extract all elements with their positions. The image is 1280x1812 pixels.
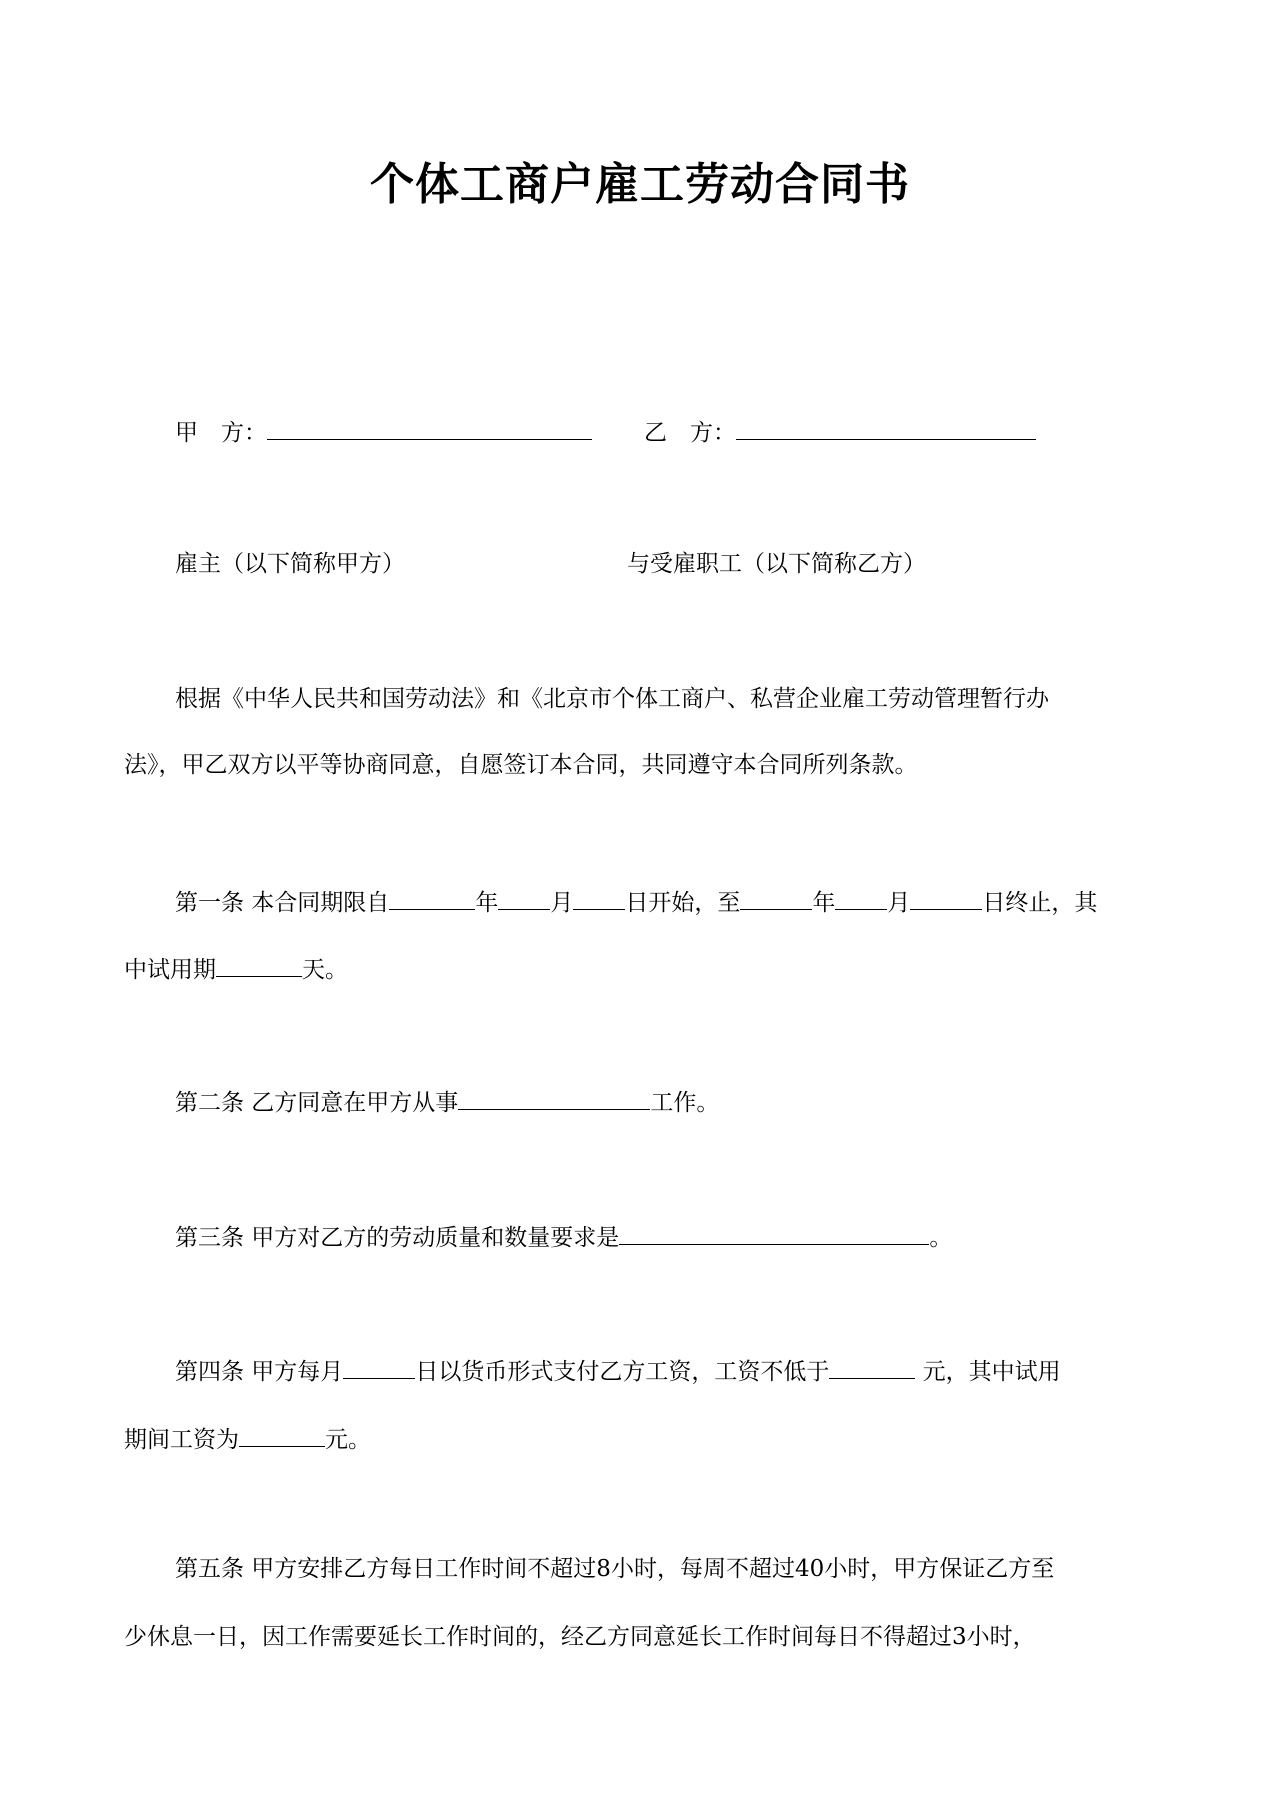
article-5-line-1: 第五条 甲方安排乙方每日工作时间不超过8小时，每周不超过40小时，甲方保证乙方至 bbox=[175, 1556, 1055, 1582]
preamble-line-1: 根据《中华人民共和国劳动法》和《北京市个体工商户、私营企业雇工劳动管理暂行办 bbox=[175, 686, 1049, 712]
article-1-line-2 bbox=[124, 950, 348, 986]
article-1-line-1 bbox=[175, 883, 1097, 919]
month-label-2: 月 bbox=[887, 890, 911, 916]
article-4-mid2: 元，其中试用 bbox=[915, 1359, 1061, 1385]
party-a-blank[interactable] bbox=[267, 413, 592, 440]
end-text: 日终止，其 bbox=[982, 890, 1098, 916]
preamble-line-2: 法》，甲乙双方以平等协商同意，自愿签订本合同，共同遵守本合同所列条款。 bbox=[124, 752, 918, 778]
probation-wage-blank[interactable] bbox=[239, 1420, 325, 1447]
probation-label: 中试用期 bbox=[124, 957, 216, 983]
party-b-blank[interactable] bbox=[736, 413, 1036, 440]
article-1-prefix: 第一条 本合同期限自 bbox=[175, 890, 390, 916]
end-month-blank[interactable] bbox=[835, 883, 887, 910]
end-day-blank[interactable] bbox=[910, 883, 982, 910]
start-text: 日开始，至 bbox=[625, 890, 741, 916]
start-year-blank[interactable] bbox=[389, 883, 475, 910]
start-day-blank[interactable] bbox=[573, 883, 625, 910]
days-label: 天。 bbox=[302, 957, 348, 983]
article-3 bbox=[175, 1218, 952, 1254]
party-a-label: 甲 方： bbox=[175, 420, 267, 446]
employer-line: 雇主（以下简称甲方） bbox=[175, 551, 405, 577]
party-b-label: 乙 方： bbox=[644, 420, 736, 446]
parties-line bbox=[175, 413, 1036, 449]
article-3-prefix: 第三条 甲方对乙方的劳动质量和数量要求是 bbox=[175, 1225, 620, 1251]
year-label: 年 bbox=[475, 890, 499, 916]
requirements-blank[interactable] bbox=[619, 1218, 929, 1245]
article-4-mid: 日以货币形式支付乙方工资，工资不低于 bbox=[415, 1359, 830, 1385]
min-wage-blank[interactable] bbox=[829, 1352, 915, 1379]
job-blank[interactable] bbox=[458, 1083, 650, 1110]
probation-days-blank[interactable] bbox=[216, 950, 302, 977]
article-4-line-1 bbox=[175, 1352, 1061, 1388]
probation-wage-label: 期间工资为 bbox=[124, 1427, 239, 1453]
year-label-2: 年 bbox=[812, 890, 836, 916]
article-2-suffix: 工作。 bbox=[650, 1090, 720, 1116]
start-month-blank[interactable] bbox=[498, 883, 550, 910]
article-4-prefix: 第四条 甲方每月 bbox=[175, 1359, 344, 1385]
article-2 bbox=[175, 1083, 719, 1119]
article-2-prefix: 第二条 乙方同意在甲方从事 bbox=[175, 1090, 459, 1116]
pay-day-blank[interactable] bbox=[343, 1352, 415, 1379]
employee-line: 与受雇职工（以下简称乙方） bbox=[627, 551, 926, 577]
article-5-line-2: 少休息一日，因工作需要延长工作时间的，经乙方同意延长工作时间每日不得超过3小时， bbox=[124, 1624, 1036, 1650]
article-4-line-2 bbox=[124, 1420, 371, 1456]
end-year-blank[interactable] bbox=[740, 883, 812, 910]
yuan-label: 元。 bbox=[325, 1427, 371, 1453]
article-3-suffix: 。 bbox=[929, 1225, 953, 1251]
month-label: 月 bbox=[550, 890, 574, 916]
document-title: 个体工商户雇工劳动合同书 bbox=[370, 159, 910, 210]
